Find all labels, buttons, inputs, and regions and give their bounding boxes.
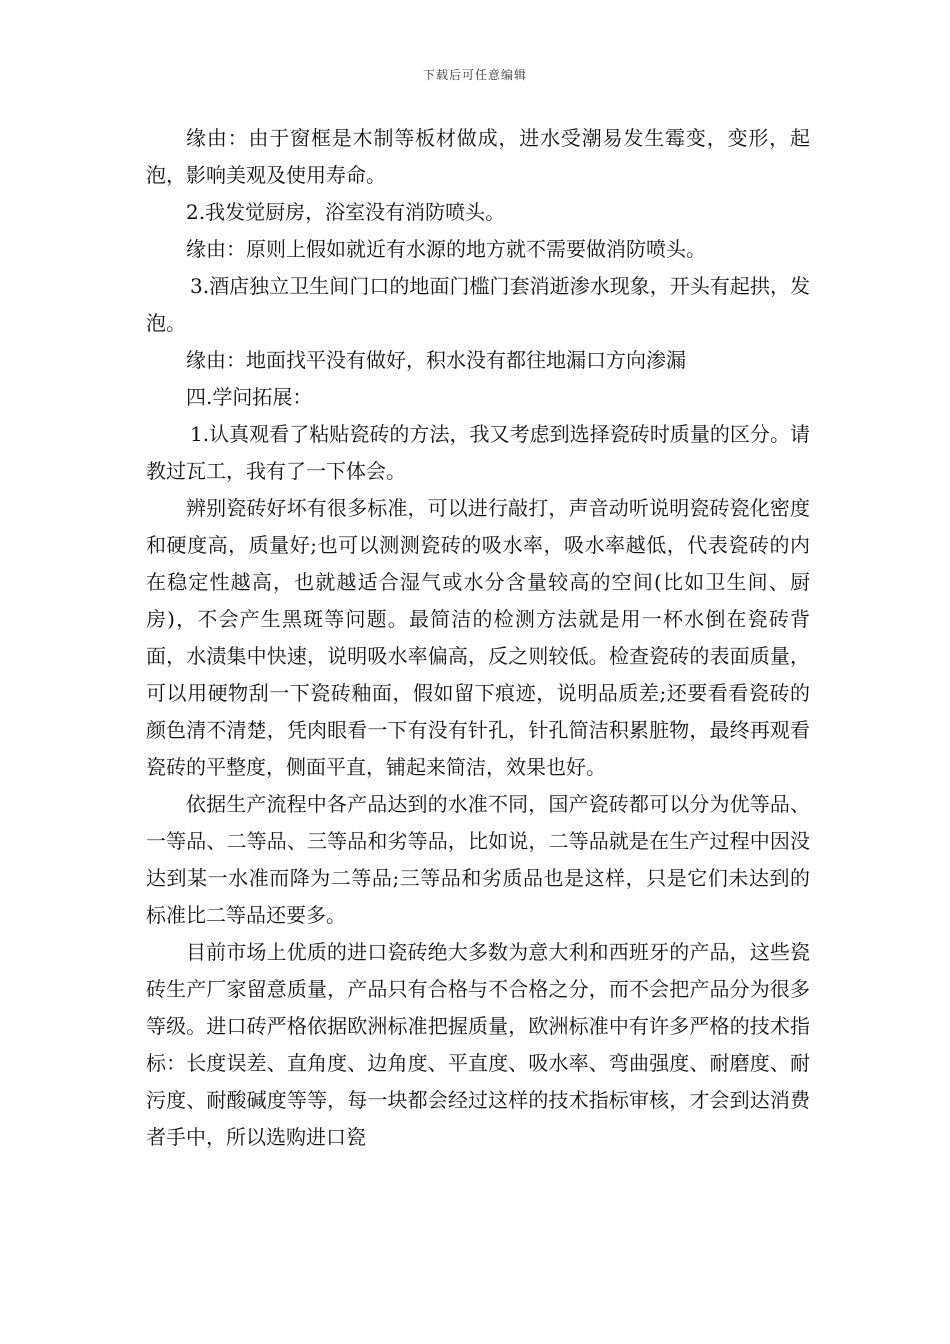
paragraph-imported-tiles: 目前市场上优质的进口瓷砖绝大多数为意大利和西班牙的产品，这些瓷砖生产厂家留意质量，产品只有合格与不合格之分，而不会把产品分为很多等级。进口砖严格依据欧洲标准把握质量，欧洲标准中有许多严格的技术指标：长度误差、直角度、边角度、平直度、吸水率、弯曲强度、耐磨度、耐污度、耐酸碱度等等，每一块都会经过这样的技术指标审核，才会到达消费者手中，所以选购进口瓷: [146, 940, 810, 1149]
paragraph-domestic-grades: 依据生产流程中各产品达到的水准不同，国产瓷砖都可以分为优等品、一等品、二等品、三等品和劣等品，比如说，二等品就是在生产过程中因没达到某一水准而降为二等品;三等品和劣质品也是这样，只是它们未达到的标准比二等品还要多。: [146, 792, 810, 927]
paragraph-item-1-tiles: 1.认真观看了粘贴瓷砖的方法，我又考虑到选择瓷砖时质量的区分。请教过瓦工，我有了一下体会。: [146, 422, 810, 483]
paragraph-item-3: 3.酒店独立卫生间门口的地面门槛门套消逝渗水现象，开头有起拱，发泡。: [146, 274, 810, 335]
section-heading-knowledge: 四.学问拓展：: [186, 385, 313, 409]
document-body: [146, 120, 810, 1156]
paragraph-item-2: 2.我发觉厨房，浴室没有消防喷头。: [186, 200, 506, 224]
paragraph-reason-floor: 缘由：地面找平没有做好，积水没有都往地漏口方向渗漏: [186, 348, 686, 372]
paragraph-reason-sprinkler: 缘由：原则上假如就近有水源的地方就不需要做消防喷头。: [186, 237, 706, 261]
page-header: 下载后可任意编辑: [422, 68, 527, 82]
paragraph-reason-window-frame: 缘由：由于窗框是木制等板材做成，进水受潮易发生霉变，变形，起泡，影响美观及使用寿命。: [146, 126, 810, 187]
paragraph-tile-quality-check: 辨别瓷砖好坏有很多标准，可以进行敲打，声音动听说明瓷砖瓷化密度和硬度高，质量好;也可以测测瓷砖的吸水率，吸水率越低，代表瓷砖的内在稳定性越高，也就越适合湿气或水分含量较高的空间(比如卫生间、厨房)，不会产生黑斑等问题。最简洁的检测方法就是用一杯水倒在瓷砖背面，水渍集中快速，说明吸水率偏高，反之则较低。检查瓷砖的表面质量，可以用硬物刮一下瓷砖釉面，假如留下痕迹，说明品质差;还要看看瓷砖的颜色清不清楚，凭肉眼看一下有没有针孔，针孔简洁积累脏物，最终再观看瓷砖的平整度，侧面平直，铺起来简洁，效果也好。: [146, 496, 810, 779]
